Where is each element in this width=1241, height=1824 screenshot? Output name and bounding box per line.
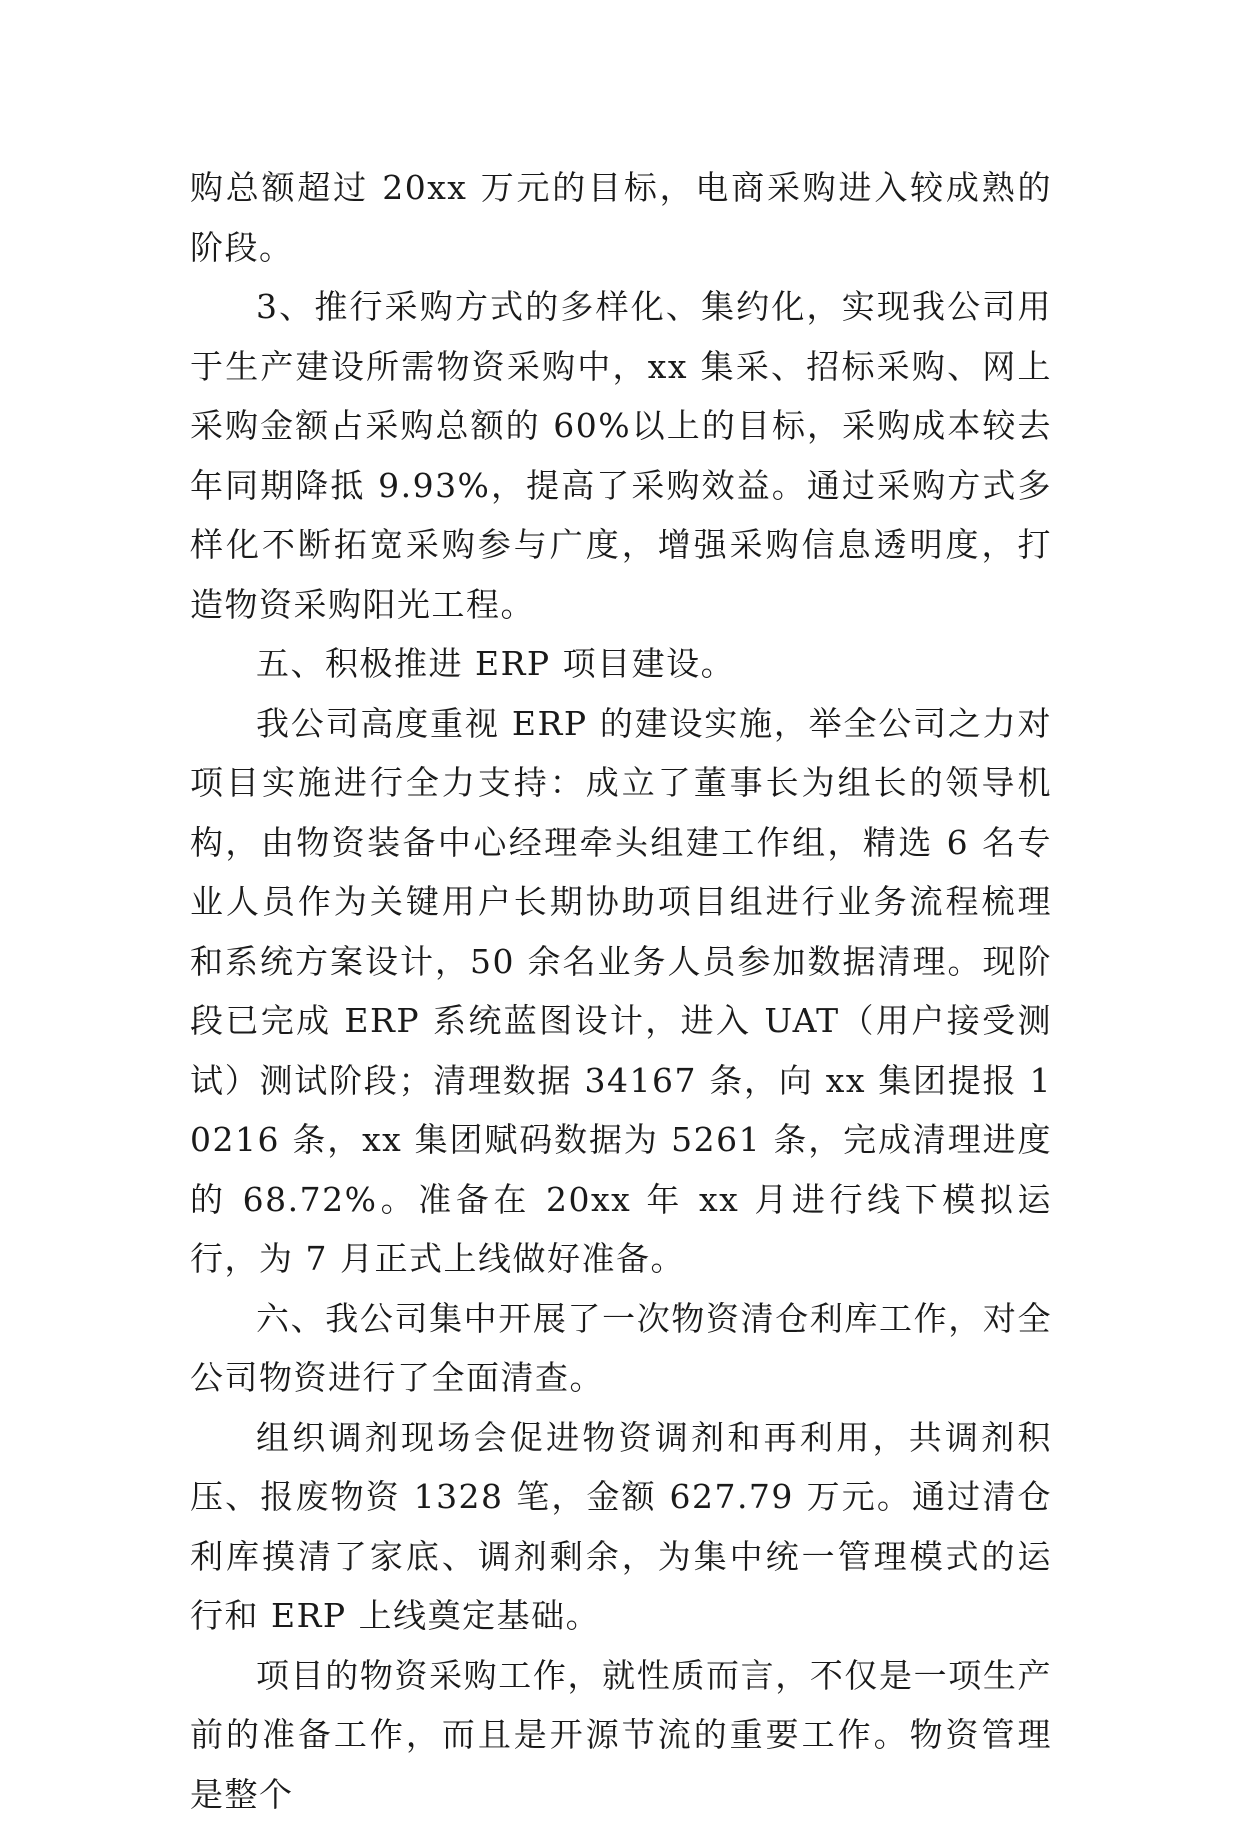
paragraph-procurement-total: 购总额超过 20xx 万元的目标，电商采购进入较成熟的阶段。 bbox=[190, 158, 1052, 277]
paragraph-inventory-adjustment: 组织调剂现场会促进物资调剂和再利用，共调剂积压、报废物资 1328 笔，金额 627.79 万元。通过清仓利库摸清了家底、调剂剩余，为集中统一管理模式的运行和 ERP 上线奠定基础。 bbox=[190, 1408, 1052, 1646]
paragraph-erp-implementation: 我公司高度重视 ERP 的建设实施，举全公司之力对项目实施进行全力支持：成立了董事长为组长的领导机构，由物资装备中心经理牵头组建工作组，精选 6 名专业人员作为关键用户长期协助项目组进行业务流程梳理和系统方案设计，50 余名业务人员参加数据清理。现阶段已完成 ERP 系统蓝图设计，进入 UAT（用户接受测试）测试阶段；清理数据 34167 条，向 xx 集团提报 10216 条，xx 集团赋码数据为 5261 条，完成清理进度的 68.72%。准备在 20xx 年 xx 月进行线下模拟运行，为 7 月正式上线做好准备。 bbox=[190, 694, 1052, 1289]
paragraph-material-procurement-nature: 项目的物资采购工作，就性质而言，不仅是一项生产前的准备工作，而且是开源节流的重要工作。物资管理是整个 bbox=[190, 1646, 1052, 1824]
document-body bbox=[190, 158, 1052, 1824]
paragraph-procurement-diversification: 3、推行采购方式的多样化、集约化，实现我公司用于生产建设所需物资采购中，xx 集采、招标采购、网上采购金额占采购总额的 60%以上的目标，采购成本较去年同期降抵 9.93%，提高了采购效益。通过采购方式多样化不断拓宽采购参与广度，增强采购信息透明度，打造物资采购阳光工程。 bbox=[190, 277, 1052, 634]
section-heading-erp: 五、积极推进 ERP 项目建设。 bbox=[190, 634, 1052, 694]
section-heading-inventory-clearance: 六、我公司集中开展了一次物资清仓利库工作，对全公司物资进行了全面清查。 bbox=[190, 1289, 1052, 1408]
